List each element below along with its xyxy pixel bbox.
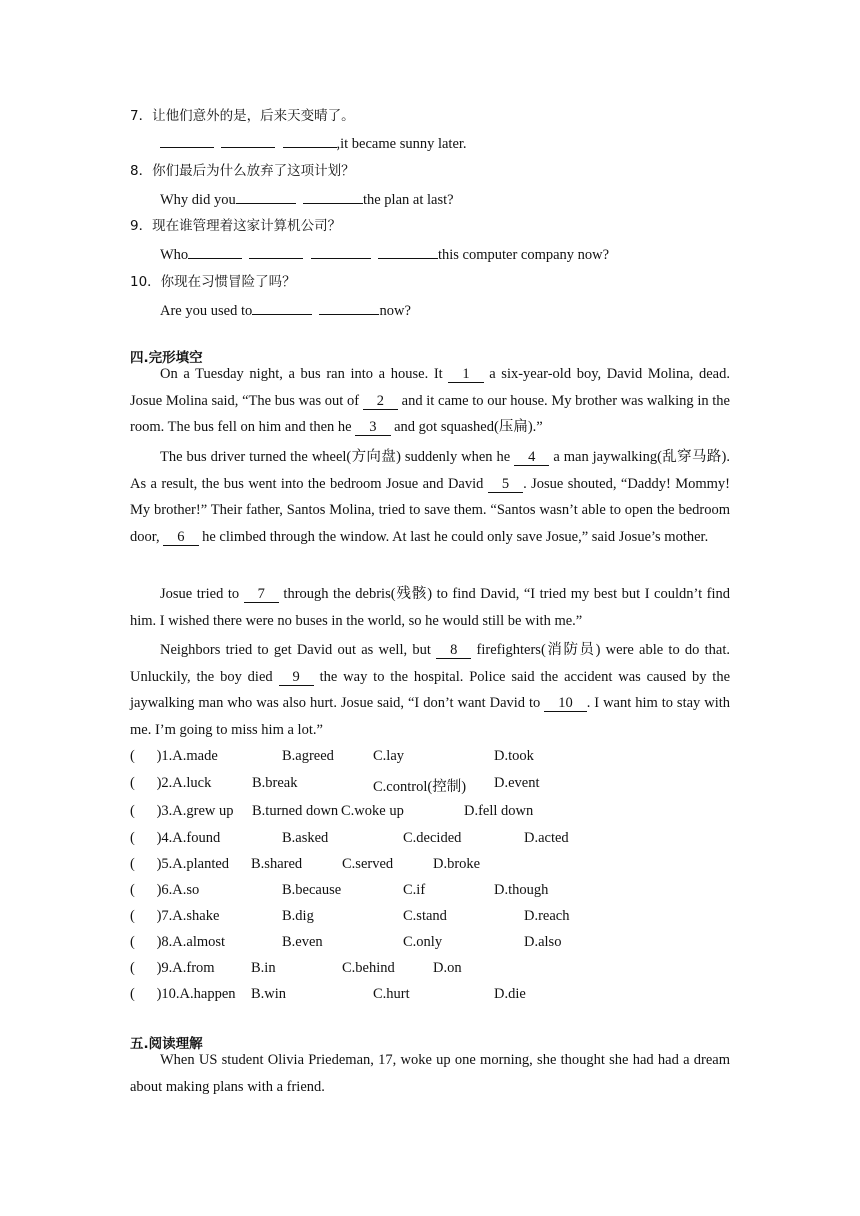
q10-prompt: 10．你现在习惯冒险了吗？ — [130, 274, 296, 290]
option-row: ( )3.A.grew up B.turned down C.woke up D.fell down — [130, 803, 534, 819]
answer-blank[interactable] — [221, 133, 275, 148]
answer-blank[interactable] — [188, 244, 242, 259]
cloze-paragraph-3: Josue tried to 7 through the debris(残骸) to find David, “I tried my best but I couldn’t find him. I wished there were no buses in the world, so he would still be with me.” — [130, 586, 730, 629]
option-row: ( )4.A.found B.asked C.decided D.acted — [130, 830, 569, 846]
blank-6[interactable]: 6 — [163, 530, 198, 546]
answer-blank[interactable] — [160, 133, 214, 148]
q8-answer-line — [160, 189, 454, 210]
q9-head: Who — [160, 247, 189, 263]
blank-4[interactable]: 4 — [514, 450, 549, 466]
blank-5[interactable]: 5 — [488, 477, 523, 493]
blank-3[interactable]: 3 — [355, 420, 390, 436]
cloze-paragraph-2: The bus driver turned the wheel(方向盘) suddenly when he 4 a man jaywalking(乱穿马路). As a result, the bus went into the bedroom Josue and David 5 . Josue shouted, “Daddy! Mommy! My brother!” Their father, Santos Molina, tried to save them. “Santos wasn’t able to open the bedroom door, 6 he climbed through the window. At last he could only save Josue,” said Josue’s mother. — [130, 449, 730, 546]
q7-tail: ,it became sunny later. — [336, 136, 467, 152]
option-row: ( )10.A.happen B.win C.hurt D.die — [130, 986, 526, 1002]
blank-9[interactable]: 9 — [279, 670, 314, 686]
q9-answer-line — [160, 244, 609, 265]
reading-paragraph-1: When US student Olivia Priedeman, 17, woke up one morning, she thought she had had a dream about making plans with a friend. — [130, 1052, 730, 1095]
answer-blank[interactable] — [283, 133, 337, 148]
reading-heading: 五.阅读理解 — [130, 1036, 203, 1052]
option-row: ( )9.A.from B.in C.behind D.on — [130, 960, 462, 976]
option-row: ( )1.A.made B.agreed C.lay D.took — [130, 748, 534, 764]
q10-head: Are you used to — [160, 303, 253, 319]
blank-2[interactable]: 2 — [363, 394, 398, 410]
q7-answer-line — [160, 133, 467, 154]
answer-blank[interactable] — [249, 244, 303, 259]
answer-blank[interactable] — [311, 244, 371, 259]
q10-answer-line — [160, 300, 411, 321]
q7-prompt: 7．让他们意外的是，后来天变晴了。 — [130, 108, 355, 124]
blank-10[interactable]: 10 — [544, 696, 587, 712]
q8-head: Why did you — [160, 192, 236, 208]
q9-prompt: 9．现在谁管理着这家计算机公司？ — [130, 218, 342, 234]
option-row: ( )6.A.so B.because C.if D.though — [130, 882, 549, 898]
q10-tail: now? — [379, 303, 411, 319]
answer-blank[interactable] — [252, 300, 312, 315]
answer-blank[interactable] — [303, 189, 363, 204]
q8-prompt: 8．你们最后为什么放弃了这项计划？ — [130, 163, 355, 179]
answer-blank[interactable] — [236, 189, 296, 204]
cloze-heading: 四.完形填空 — [130, 350, 203, 366]
option-row: ( )8.A.almost B.even C.only D.also — [130, 934, 562, 950]
blank-1[interactable]: 1 — [448, 367, 483, 383]
blank-8[interactable]: 8 — [436, 643, 471, 659]
answer-blank[interactable] — [378, 244, 438, 259]
answer-blank[interactable] — [319, 300, 379, 315]
cloze-paragraph-1: On a Tuesday night, a bus ran into a house. It 1 a six-year-old boy, David Molina, dead. Josue Molina said, “The bus was out of 2 and it came to our house. My brother was walking in the room. The bus fell on him and then he 3 and got squashed(压扁).” — [130, 366, 730, 436]
blank-7[interactable]: 7 — [244, 587, 279, 603]
cloze-paragraph-4: Neighbors tried to get David out as well, but 8 firefighters(消防员) were able to do that. Unluckily, the boy died 9 the way to the hospital. Police said the accident was caused by the jaywalking man who was also hurt. Josue said, “I don’t want David to 10 . I want him to stay with me. I’m going to miss him a lot.” — [130, 642, 730, 739]
q8-tail: the plan at last? — [362, 192, 454, 208]
option-row: ( )7.A.shake B.dig C.stand D.reach — [130, 908, 570, 924]
q9-tail: this computer company now? — [437, 247, 610, 263]
option-row: ( )5.A.planted B.shared C.served D.broke — [130, 856, 481, 872]
option-row: ( )2.A.luck B.break C.control(控制) D.event — [130, 775, 540, 795]
